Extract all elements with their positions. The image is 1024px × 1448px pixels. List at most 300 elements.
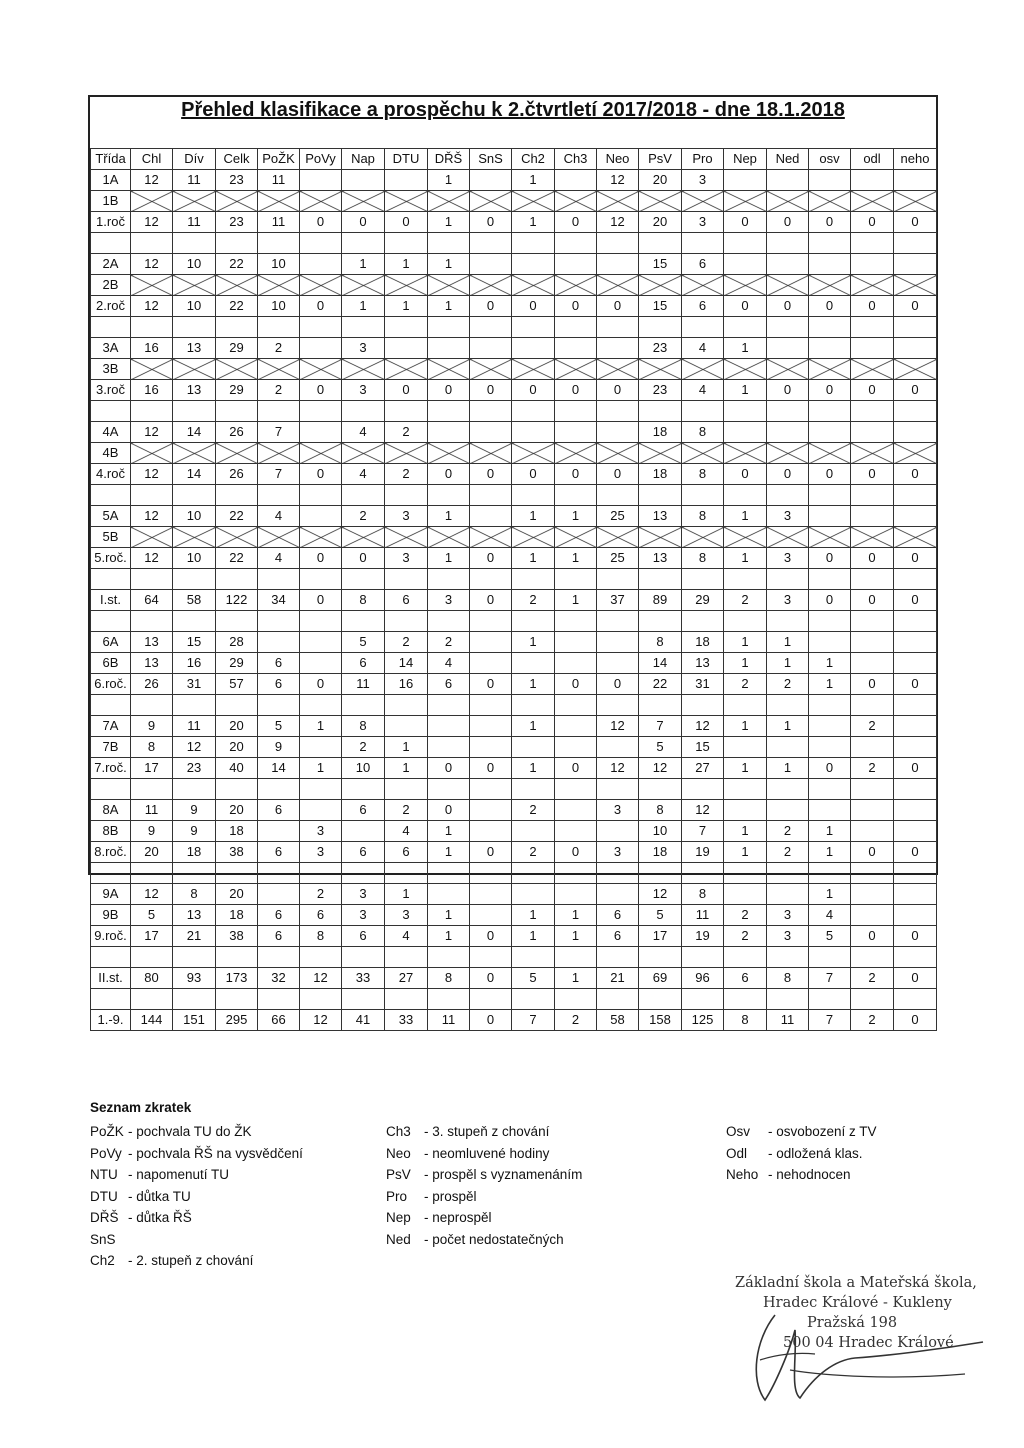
empty-cell <box>91 569 131 590</box>
crossed-cell <box>173 275 216 296</box>
empty-cell <box>809 485 851 506</box>
table-cell <box>597 338 639 359</box>
column-header: neho <box>894 149 937 170</box>
crossed-cell <box>131 191 173 212</box>
legend-abbr: Neo <box>386 1145 411 1161</box>
table-cell: 3 <box>767 548 809 569</box>
table-cell: 1 <box>512 548 555 569</box>
empty-cell <box>91 485 131 506</box>
table-cell: 12 <box>639 884 682 905</box>
empty-cell <box>851 317 894 338</box>
table-cell: 6 <box>258 905 300 926</box>
table-cell: 16 <box>385 674 428 695</box>
empty-cell <box>131 611 173 632</box>
table-cell: 38 <box>216 926 258 947</box>
empty-cell <box>767 863 809 884</box>
table-cell: 1 <box>724 842 767 863</box>
crossed-cell <box>682 191 724 212</box>
table-cell <box>470 800 512 821</box>
empty-cell <box>216 401 258 422</box>
table-cell <box>300 737 342 758</box>
legend-item <box>386 1146 582 1168</box>
class-label: 1B <box>91 191 131 212</box>
table-cell <box>724 800 767 821</box>
table-cell: 8 <box>639 632 682 653</box>
class-label: 2A <box>91 254 131 275</box>
table-cell: 20 <box>639 170 682 191</box>
table-cell: 14 <box>385 653 428 674</box>
table-row <box>91 758 937 779</box>
table-cell: 122 <box>216 590 258 611</box>
table-cell: 6 <box>428 674 470 695</box>
table-row <box>91 821 937 842</box>
crossed-cell <box>809 359 851 380</box>
column-header: Ned <box>767 149 809 170</box>
class-label: 8A <box>91 800 131 821</box>
table-cell: 10 <box>173 548 216 569</box>
empty-cell <box>555 401 597 422</box>
column-header: SnS <box>470 149 512 170</box>
column-header: Celk <box>216 149 258 170</box>
crossed-cell <box>894 359 937 380</box>
table-cell: 0 <box>555 464 597 485</box>
empty-cell <box>131 779 173 800</box>
class-label: 7.roč. <box>91 758 131 779</box>
table-cell: 144 <box>131 1010 173 1031</box>
table-cell <box>767 737 809 758</box>
empty-cell <box>258 611 300 632</box>
table-cell: 1 <box>428 212 470 233</box>
table-cell <box>767 800 809 821</box>
table-cell: 7 <box>512 1010 555 1031</box>
table-cell: 0 <box>597 296 639 317</box>
empty-cell <box>682 611 724 632</box>
empty-cell <box>809 863 851 884</box>
legend-abbr: PoVy <box>90 1145 122 1161</box>
empty-cell <box>894 611 937 632</box>
table-cell: 0 <box>470 758 512 779</box>
table-cell: 9 <box>131 716 173 737</box>
empty-cell <box>512 611 555 632</box>
class-label: 6.roč. <box>91 674 131 695</box>
crossed-cell <box>300 191 342 212</box>
table-cell: 0 <box>809 590 851 611</box>
legend-meaning: - pochvala TU do ŽK <box>128 1124 252 1139</box>
table-cell: 4 <box>258 506 300 527</box>
empty-cell <box>639 989 682 1010</box>
table-cell: 89 <box>639 590 682 611</box>
table-cell: 13 <box>173 905 216 926</box>
empty-cell <box>385 611 428 632</box>
crossed-cell <box>131 359 173 380</box>
table-cell: 1 <box>555 926 597 947</box>
table-cell: 2 <box>767 674 809 695</box>
table-cell: 1 <box>428 842 470 863</box>
crossed-cell <box>385 191 428 212</box>
table-cell: 0 <box>894 548 937 569</box>
table-cell: 1 <box>555 590 597 611</box>
table-cell <box>428 716 470 737</box>
table-cell: 1 <box>342 296 385 317</box>
table-cell: 1 <box>724 506 767 527</box>
table-cell: 0 <box>894 1010 937 1031</box>
table-cell: 1 <box>724 653 767 674</box>
crossed-cell <box>428 443 470 464</box>
table-cell: 12 <box>597 212 639 233</box>
empty-cell <box>428 695 470 716</box>
spacer-row <box>91 317 937 338</box>
table-cell: 1 <box>724 338 767 359</box>
table-cell: 15 <box>639 296 682 317</box>
table-cell: 8 <box>131 737 173 758</box>
table-cell: 0 <box>809 464 851 485</box>
spacer-row <box>91 947 937 968</box>
table-cell: 15 <box>639 254 682 275</box>
table-cell: 0 <box>470 296 512 317</box>
table-cell: 0 <box>894 842 937 863</box>
stamp-line-3: Pražská 198 <box>807 1315 898 1331</box>
legend-title: Seznam zkratek <box>90 1100 192 1115</box>
table-cell: 0 <box>894 380 937 401</box>
table-cell <box>470 254 512 275</box>
table-cell <box>767 170 809 191</box>
table-cell: 17 <box>131 926 173 947</box>
class-label: 4B <box>91 443 131 464</box>
table-cell: 1 <box>385 254 428 275</box>
empty-cell <box>342 485 385 506</box>
crossed-cell <box>809 275 851 296</box>
table-cell: 4 <box>809 905 851 926</box>
crossed-cell <box>555 443 597 464</box>
table-cell: 1 <box>809 674 851 695</box>
table-cell: 6 <box>342 926 385 947</box>
table-cell: 1 <box>809 653 851 674</box>
table-cell: 0 <box>851 296 894 317</box>
table-cell: 12 <box>639 758 682 779</box>
legend-item <box>90 1189 303 1211</box>
table-cell: 3 <box>767 506 809 527</box>
empty-cell <box>851 233 894 254</box>
table-cell <box>894 170 937 191</box>
table-cell <box>300 632 342 653</box>
crossed-cell <box>428 359 470 380</box>
table-cell: 1 <box>512 905 555 926</box>
table-cell <box>724 422 767 443</box>
table-cell: 1 <box>512 212 555 233</box>
table-cell: 1 <box>809 884 851 905</box>
table-cell: 17 <box>639 926 682 947</box>
column-header: osv <box>809 149 851 170</box>
table-cell: 0 <box>555 212 597 233</box>
empty-cell <box>300 485 342 506</box>
table-cell: 1 <box>767 653 809 674</box>
table-cell: 8 <box>342 716 385 737</box>
empty-cell <box>216 317 258 338</box>
table-cell: 2 <box>512 590 555 611</box>
crossed-cell <box>300 359 342 380</box>
table-cell: 21 <box>173 926 216 947</box>
table-row <box>91 170 937 191</box>
crossed-cell <box>767 443 809 464</box>
table-cell: 12 <box>173 737 216 758</box>
table-cell: 7 <box>639 716 682 737</box>
table-cell <box>300 338 342 359</box>
table-cell: 0 <box>894 296 937 317</box>
table-cell: 0 <box>300 548 342 569</box>
empty-cell <box>809 233 851 254</box>
crossed-cell <box>512 527 555 548</box>
table-cell: 0 <box>300 464 342 485</box>
crossed-cell <box>724 275 767 296</box>
legend-meaning: - osvobození z TV <box>768 1124 877 1139</box>
table-cell: 6 <box>258 653 300 674</box>
table-cell: 0 <box>385 212 428 233</box>
crossed-out-row <box>91 443 937 464</box>
table-cell <box>342 821 385 842</box>
empty-cell <box>216 233 258 254</box>
empty-cell <box>724 863 767 884</box>
column-header: PsV <box>639 149 682 170</box>
table-cell: 93 <box>173 968 216 989</box>
empty-cell <box>258 695 300 716</box>
table-cell: 5 <box>131 905 173 926</box>
table-cell: 3 <box>682 170 724 191</box>
empty-cell <box>682 695 724 716</box>
table-cell <box>470 905 512 926</box>
table-cell: 0 <box>555 674 597 695</box>
stamp-line-1: Základní škola a Mateřská škola, <box>735 1275 977 1291</box>
spacer-row <box>91 569 937 590</box>
legend-abbr: PsV <box>386 1167 411 1182</box>
table-cell: 0 <box>555 842 597 863</box>
table-cell: 20 <box>216 884 258 905</box>
table-cell <box>809 800 851 821</box>
table-row <box>91 338 937 359</box>
legend-column-1 <box>90 1124 303 1275</box>
table-cell <box>470 170 512 191</box>
legend-item <box>386 1124 582 1146</box>
table-cell: 158 <box>639 1010 682 1031</box>
crossed-cell <box>131 443 173 464</box>
empty-cell <box>597 863 639 884</box>
table-cell: 9 <box>131 821 173 842</box>
table-cell <box>300 170 342 191</box>
empty-cell <box>300 317 342 338</box>
empty-cell <box>767 947 809 968</box>
empty-cell <box>767 233 809 254</box>
table-cell: 12 <box>131 464 173 485</box>
empty-cell <box>639 317 682 338</box>
crossed-cell <box>724 191 767 212</box>
legend-meaning: - neomluvené hodiny <box>424 1145 550 1161</box>
table-cell: 1 <box>767 632 809 653</box>
table-cell <box>555 800 597 821</box>
class-label: 1.roč <box>91 212 131 233</box>
table-cell <box>555 338 597 359</box>
table-cell: 13 <box>131 632 173 653</box>
table-cell: 27 <box>385 968 428 989</box>
crossed-out-row <box>91 191 937 212</box>
class-label: 2B <box>91 275 131 296</box>
empty-cell <box>131 695 173 716</box>
report-title: Přehled klasifikace a prospěchu k 2.čtvrtletí 2017/2018 - dne 18.1.2018 <box>181 99 845 121</box>
crossed-cell <box>555 359 597 380</box>
table-cell: 12 <box>597 170 639 191</box>
crossed-cell <box>428 527 470 548</box>
table-cell: 7 <box>809 968 851 989</box>
table-cell: 34 <box>258 590 300 611</box>
crossed-cell <box>682 359 724 380</box>
empty-cell <box>342 401 385 422</box>
empty-cell <box>216 569 258 590</box>
table-cell: 0 <box>851 674 894 695</box>
crossed-cell <box>258 275 300 296</box>
table-cell: 12 <box>131 212 173 233</box>
empty-cell <box>300 947 342 968</box>
table-cell: 0 <box>428 758 470 779</box>
table-cell <box>894 632 937 653</box>
table-cell: 58 <box>173 590 216 611</box>
table-row <box>91 296 937 317</box>
empty-cell <box>894 695 937 716</box>
crossed-cell <box>342 443 385 464</box>
crossed-cell <box>894 527 937 548</box>
table-cell: 23 <box>216 212 258 233</box>
table-cell: 37 <box>597 590 639 611</box>
table-cell: 2 <box>342 506 385 527</box>
empty-cell <box>470 947 512 968</box>
table-cell <box>385 170 428 191</box>
empty-cell <box>639 611 682 632</box>
table-cell <box>809 170 851 191</box>
table-cell: 1 <box>724 821 767 842</box>
empty-cell <box>216 947 258 968</box>
table-cell: 1 <box>555 506 597 527</box>
abbreviation-legend <box>90 1100 940 1268</box>
table-cell: 0 <box>851 590 894 611</box>
empty-cell <box>470 569 512 590</box>
table-cell: 2 <box>724 674 767 695</box>
empty-cell <box>91 401 131 422</box>
table-cell <box>597 653 639 674</box>
table-cell: 0 <box>767 380 809 401</box>
empty-cell <box>300 401 342 422</box>
empty-cell <box>385 317 428 338</box>
legend-abbr: SnS <box>90 1231 116 1247</box>
table-cell: 11 <box>258 212 300 233</box>
empty-cell <box>91 233 131 254</box>
table-cell: 0 <box>809 296 851 317</box>
crossed-cell <box>470 275 512 296</box>
table-cell: 23 <box>216 170 258 191</box>
crossed-cell <box>173 359 216 380</box>
table-cell <box>300 422 342 443</box>
crossed-cell <box>300 443 342 464</box>
class-label: 6A <box>91 632 131 653</box>
table-cell: 3 <box>342 380 385 401</box>
table-cell <box>851 170 894 191</box>
table-row <box>91 926 937 947</box>
table-cell: 0 <box>470 968 512 989</box>
table-cell: 4 <box>682 338 724 359</box>
table-cell: 8 <box>682 506 724 527</box>
empty-cell <box>131 401 173 422</box>
empty-cell <box>385 947 428 968</box>
class-label: 5.roč. <box>91 548 131 569</box>
table-cell: 0 <box>809 548 851 569</box>
table-cell: 6 <box>385 590 428 611</box>
table-cell <box>724 170 767 191</box>
crossed-cell <box>258 359 300 380</box>
table-cell: 11 <box>173 212 216 233</box>
table-cell: 125 <box>682 1010 724 1031</box>
crossed-cell <box>639 443 682 464</box>
empty-cell <box>470 317 512 338</box>
empty-cell <box>470 401 512 422</box>
empty-cell <box>173 989 216 1010</box>
class-label: 5B <box>91 527 131 548</box>
empty-cell <box>767 569 809 590</box>
table-cell: 25 <box>597 548 639 569</box>
empty-cell <box>809 989 851 1010</box>
table-row <box>91 506 937 527</box>
table-cell <box>385 716 428 737</box>
table-cell: 32 <box>258 968 300 989</box>
empty-cell <box>851 611 894 632</box>
table-cell <box>597 254 639 275</box>
table-cell: 14 <box>173 464 216 485</box>
crossed-cell <box>342 527 385 548</box>
crossed-cell <box>216 443 258 464</box>
empty-cell <box>300 779 342 800</box>
empty-cell <box>767 779 809 800</box>
table-cell <box>851 653 894 674</box>
table-cell: 11 <box>428 1010 470 1031</box>
classification-table <box>90 148 937 1031</box>
empty-cell <box>131 317 173 338</box>
table-cell: 13 <box>639 548 682 569</box>
empty-cell <box>639 947 682 968</box>
table-cell <box>894 716 937 737</box>
signature <box>735 1280 990 1415</box>
spacer-row <box>91 611 937 632</box>
table-cell: 31 <box>173 674 216 695</box>
legend-abbr: Ch2 <box>90 1253 115 1268</box>
table-cell: 31 <box>682 674 724 695</box>
empty-cell <box>342 989 385 1010</box>
table-row <box>91 212 937 233</box>
table-cell: 8 <box>767 968 809 989</box>
table-cell: 18 <box>216 905 258 926</box>
legend-abbr: Pro <box>386 1188 408 1204</box>
table-cell: 6 <box>300 905 342 926</box>
table-cell: 2 <box>258 338 300 359</box>
table-cell: 1 <box>428 926 470 947</box>
legend-abbr: DTU <box>90 1188 118 1204</box>
crossed-cell <box>173 443 216 464</box>
table-cell <box>851 632 894 653</box>
table-cell: 21 <box>597 968 639 989</box>
table-cell: 22 <box>216 254 258 275</box>
table-cell: 26 <box>131 674 173 695</box>
table-cell: 15 <box>682 737 724 758</box>
empty-cell <box>470 485 512 506</box>
legend-item <box>90 1232 303 1254</box>
crossed-cell <box>597 443 639 464</box>
table-cell: 1 <box>428 905 470 926</box>
table-cell: 20 <box>216 716 258 737</box>
table-cell: 20 <box>639 212 682 233</box>
